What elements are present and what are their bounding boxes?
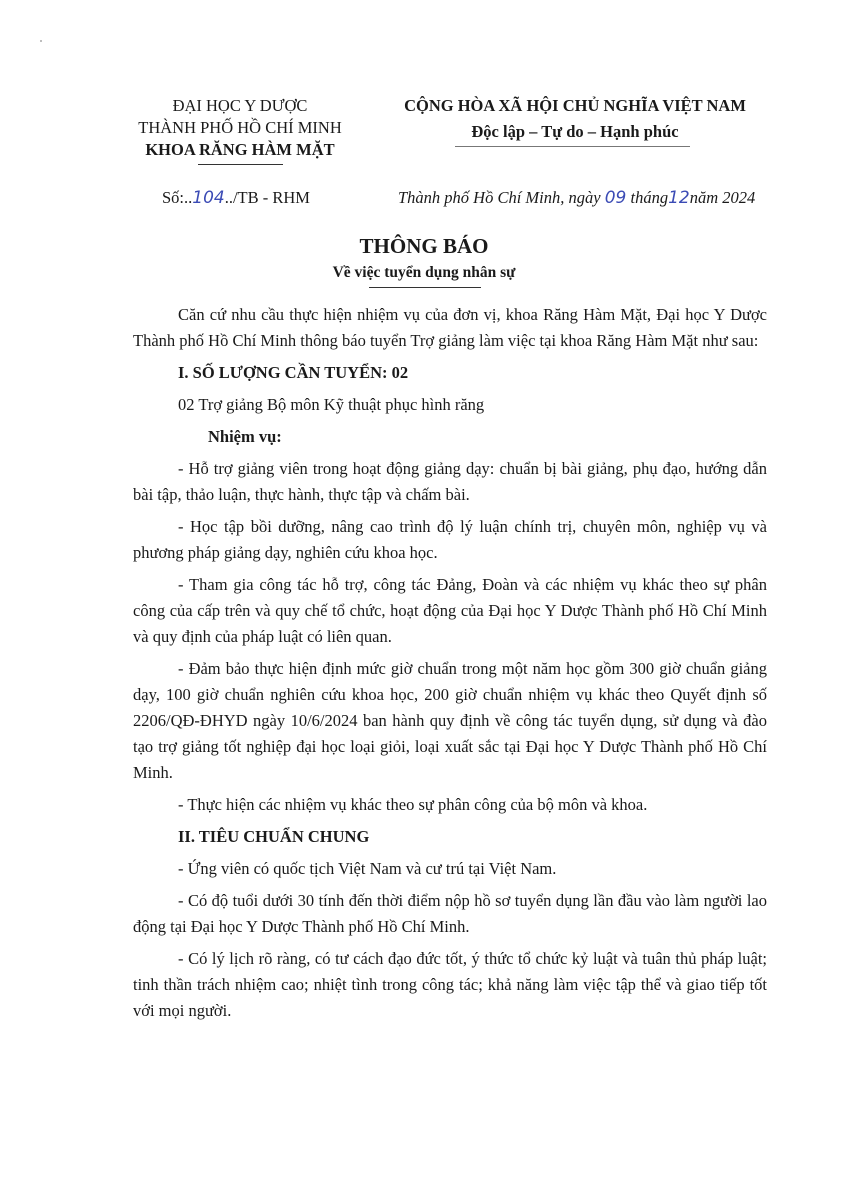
subtitle-underline	[369, 287, 481, 288]
criteria-item: - Có lý lịch rõ ràng, có tư cách đạo đức tốt, ý thức tổ chức kỷ luật và tuân thủ pháp luật; tinh thần trách nhiệm cao; nhiệt tình trong công tác; khả năng làm việc tập thể và giao tiếp tốt với mọi người.	[133, 949, 767, 1020]
date-place: Thành phố Hồ Chí Minh, ngày	[398, 188, 601, 207]
document-subtitle: Về việc tuyển dụng nhân sự	[332, 264, 516, 281]
doc-number-dots: ..	[184, 188, 193, 207]
document-title: THÔNG BÁO	[359, 234, 489, 258]
document-number	[162, 186, 310, 210]
country-name: CỘNG HÒA XÃ HỘI CHỦ NGHĨA VIỆT NAM	[404, 96, 746, 115]
national-header	[380, 95, 770, 143]
right-header-underline	[455, 146, 690, 147]
duty-item: - Tham gia công tác hỗ trợ, công tác Đảng, Đoàn và các nhiệm vụ khác theo sự phân công của cấp trên và quy chế tổ chức, hoạt động của Đại học Y Dược Thành phố Hồ Chí Minh và quy định của pháp luật có liên quan.	[133, 575, 767, 646]
position-line: 02 Trợ giảng Bộ môn Kỹ thuật phục hình răng	[178, 395, 485, 414]
section1-heading: I. SỐ LƯỢNG CẦN TUYỂN: 02	[178, 363, 409, 382]
intro-paragraph: Căn cứ nhu cầu thực hiện nhiệm vụ của đơn vị, khoa Răng Hàm Mặt, Đại học Y Dược Thành phố Hồ Chí Minh thông báo tuyển Trợ giảng làm việc tại khoa Răng Hàm Mặt như sau:	[133, 305, 767, 350]
doc-number-handwritten: 104	[192, 188, 225, 208]
date-line	[398, 186, 755, 210]
institution-header	[120, 95, 360, 161]
criteria-item: - Có độ tuổi dưới 30 tính đến thời điểm nộp hồ sơ tuyển dụng lần đầu vào làm người lao động tại Đại học Y Dược Thành phố Hồ Chí Minh.	[133, 891, 767, 936]
date-year: năm 2024	[689, 188, 756, 207]
city-name: THÀNH PHỐ HỒ CHÍ MINH	[138, 118, 342, 137]
criteria-item: - Ứng viên có quốc tịch Việt Nam và cư trú tại Việt Nam.	[178, 859, 557, 878]
faculty-name: KHOA RĂNG HÀM MẶT	[145, 140, 335, 159]
duty-item: - Đảm bảo thực hiện định mức giờ chuẩn trong một năm học gồm 300 giờ chuẩn giảng dạy, 100 giờ chuẩn nghiên cứu khoa học, 200 giờ chuẩn nhiệm vụ khác theo Quyết định số 2206/QĐ-ĐHYD ngày 10/6/2024 ban hành quy định về công tác tuyển dụng, sử dụng và đào tạo trợ giảng tốt nghiệp đại học loại giỏi, loại xuất sắc tại Đại học Y Dược Thành phố Hồ Chí Minh.	[133, 659, 767, 782]
doc-number-suffix: ../TB - RHM	[224, 188, 310, 207]
section2-heading: II. TIÊU CHUẨN CHUNG	[178, 827, 370, 846]
duties-label: Nhiệm vụ:	[208, 427, 282, 446]
date-month-label: tháng	[630, 188, 669, 207]
document-body	[133, 302, 767, 1030]
duty-item: - Hỗ trợ giảng viên trong hoạt động giảng dạy: chuẩn bị bài giảng, phụ đạo, hướng dẫn bài tập, thảo luận, thực hành, thực tập và chấm bài.	[133, 459, 767, 504]
duty-item: - Thực hiện các nhiệm vụ khác theo sự phân công của bộ môn và khoa.	[178, 795, 648, 814]
scan-speck	[40, 40, 42, 42]
university-name: ĐẠI HỌC Y DƯỢC	[172, 96, 308, 115]
duty-item: - Học tập bồi dưỡng, nâng cao trình độ lý luận chính trị, chuyên môn, nghiệp vụ và phương pháp giảng dạy, nghiên cứu khoa học.	[133, 517, 767, 562]
left-header-underline	[198, 164, 283, 165]
motto: Độc lập – Tự do – Hạnh phúc	[471, 122, 679, 141]
date-month: 12	[668, 188, 690, 208]
date-day: 09	[604, 188, 627, 208]
doc-number-prefix: Số:	[162, 188, 185, 207]
